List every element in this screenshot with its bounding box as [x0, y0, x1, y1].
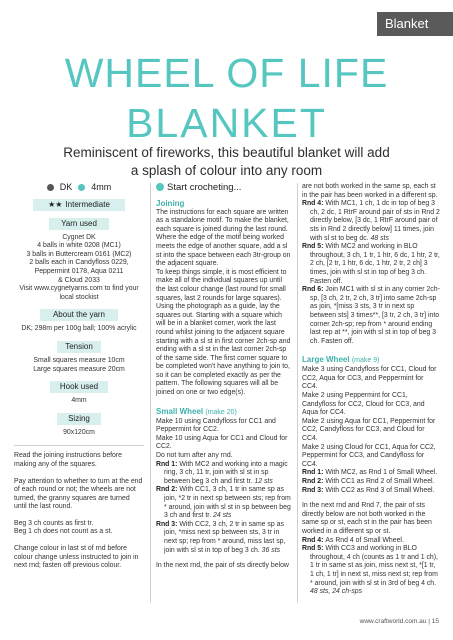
large-wheel-title: Large Wheel (make 9)	[302, 355, 380, 365]
hook-used-text: 4mm	[71, 397, 87, 405]
round-instruction: Rnd 3: With CC2 as Rnd 3 of Small Wheel.	[302, 486, 435, 494]
instructions-column-2	[302, 183, 440, 597]
sidebar-divider	[14, 445, 144, 446]
small-wheel-rounds-cont	[302, 200, 440, 346]
large-wheel-mid: In the next rnd and Rnd 7, the pair of sts directly below are not both worked in the same sp or st, each st in the pair has been worked in a different sp or st.	[302, 502, 432, 535]
level-badge: ★★ Intermediate	[33, 199, 125, 211]
yarn-line: 4 balls in white 0208 (MC1)	[37, 242, 121, 250]
small-wheel-title: Small Wheel (make 20)	[156, 406, 237, 416]
notes-list	[14, 452, 144, 571]
tension-list	[14, 357, 144, 374]
tension-line: Small squares measure 10cm	[33, 356, 125, 364]
section-tab: Blanket	[377, 12, 453, 36]
round-instruction: Rnd 4: With MC1, 1 ch, 1 dc in top of beg 3 ch, 2 dc, 1 RtrF around pair of sts in Rnd 2 directly below, [3 dc, 1 RtrF around pair of sts in Rnd 2 directly below] 11 times, join with sl st to beg dc. 48 sts	[302, 200, 440, 242]
small-wheel-tail: In the next rnd, the pair of sts directly below	[156, 562, 289, 570]
tension-line: Large squares measure 20cm	[33, 365, 125, 373]
round-instruction: Rnd 2: With CC1, 3 ch, 1 tr in same sp as join, *2 tr in next sp between sts; rep from * around, join with sl st in sp between beg 3 ch and first tr. 24 sts	[156, 486, 291, 520]
hook-size: 4mm	[91, 182, 112, 192]
joining-para-1: The instructions for each square are written as a standalone motif. To make the blanket, each square is joined during the last round. Where the edge of the motif being worked meets the edge of another square, add a sl st into the space between each 3tr-group on the adjacent square.	[156, 208, 291, 268]
round-instruction: Rnd 1: With MC2, as Rnd 1 of Small Wheel.	[302, 469, 438, 477]
hook-used-heading: Hook used	[50, 381, 108, 393]
note-paragraph: Change colour in last st of rnd before colour change unless instructed to join in next rnd; fasten off previous colour.	[14, 545, 139, 570]
small-wheel-intro: Make 10 using Candyfloss for CC1 and Peppermint for CC2. Make 10 using Aqua for CC1 and Cloud for CC2. Do not turn after any rnd.	[156, 417, 288, 460]
yarn-weight: DK	[59, 182, 73, 192]
column-divider-1	[150, 183, 151, 603]
title-line-2: BLANKET	[126, 100, 327, 146]
yarn-line: local stockist	[59, 293, 99, 301]
about-yarn-text: DK; 298m per 100g ball; 100% acrylic	[21, 325, 137, 333]
sizing-heading: Sizing	[57, 413, 101, 425]
joining-para-2: To keep things simple, it is most efficient to make all of the individual squares up until the last colour change (last round for small squares, last 2 rounds for large squares). Using the photograph as a guide, lay the squares out. Starting with a square which will be in a blanket corner, work the last round whilst joining to the adjacent square starting with a sl st in first corner 2ch-sp and ending with a sl st in the last corner 2ch-sp of the same side. The first corner square to be completed won't have anything to join to, so it can be completed exactly as per the pattern. The following squares will all be joined on one or two edge(s).	[156, 268, 291, 397]
standfirst-line-1: Reminiscent of fireworks, this beautiful blanket will add	[63, 145, 390, 160]
note-paragraph: Read the joining instructions before making any of the squares.	[14, 452, 123, 468]
title-line-1: WHEEL OF LIFE	[64, 50, 389, 96]
standfirst-line-2: a splash of colour into any room	[130, 163, 323, 178]
note-paragraph: Beg 3 ch counts as first tr. Beg 1 ch does not count as a st.	[14, 519, 113, 536]
large-wheel-rounds	[302, 469, 440, 495]
yarn-line: Visit www.cygnetyarns.com to find your	[19, 285, 139, 293]
round-instruction: Rnd 4: As Rnd 4 of Small Wheel.	[302, 536, 404, 544]
page-number: 15	[431, 618, 439, 625]
yarn-line: 3 balls in Buttercream 0161 (MC2)	[26, 250, 132, 258]
footer-url: www.craftworld.com.au	[359, 618, 427, 625]
round-instruction: Rnd 6: Join MC1 with sl st in any corner 2ch-sp, [3 ch, 2 tr, 2 ch, 3 tr] into same 2ch-sp as join, *[miss 3 sts, 3 tr in next sp between sts] 3 times**, [3 tr, 2 ch, 3 tr] into corner 2ch-sp; rep from * around ending last rep at **, join with sl st in top of beg 3 ch. Fasten off.	[302, 286, 440, 345]
hook-icon	[78, 184, 85, 191]
small-wheel-rounds	[156, 461, 292, 556]
joining-title: Joining	[156, 198, 185, 208]
bullet-icon	[156, 183, 164, 191]
round-instruction: Rnd 3: With CC2, 3 ch, 2 tr in same sp as join, *miss next sp between sts, 3 tr in next sp; rep from * around, miss last sp, join with sl st in top of beg 3 ch. 36 sts	[156, 520, 286, 554]
yarn-line: & Cloud 2033	[58, 276, 100, 284]
yarn-line: Cygnet DK	[62, 233, 96, 241]
weight-hook-row	[14, 183, 144, 192]
large-wheel-rounds-2	[302, 537, 440, 589]
standfirst	[40, 144, 413, 180]
column-divider-2	[297, 183, 298, 603]
tension-heading: Tension	[57, 341, 101, 353]
yarn-line: 2 balls each in Candyfloss 0229,	[29, 259, 129, 267]
round-instruction: Rnd 2: With CC1 as Rnd 2 of Small Wheel.	[302, 478, 435, 485]
stars-icon: ★★	[48, 199, 63, 209]
page-footer: www.craftworld.com.au | 15	[359, 618, 439, 625]
about-yarn-heading: About the yarn	[40, 309, 118, 321]
large-wheel-intro: Make 3 using Candyfloss for CC1, Cloud for CC2, Aqua for CC3, and Peppermint for CC4. Make 2 using Peppermint for CC1, Candyfloss for CC2, Cloud for CC3, and Aqua for CC4. Make 2 using Aqua for CC1, Peppermint for CC2, Candyfloss for CC3, and Cloud for CC4. Make 2 using Cloud for CC1, Aqua for CC2, Peppermint for CC3, and Candyfloss for CC4.	[302, 366, 437, 468]
sidebar-column	[14, 183, 144, 579]
yarn-line: Peppermint 0178, Aqua 0211	[34, 267, 124, 275]
large-wheel-count: 48 sts, 24 ch-sps	[310, 588, 363, 596]
round-instruction: Rnd 5: With MC2 and working in BLO throughout, 3 ch, 1 tr, 1 htr, 6 dc, 1 htr, 2 tr, 2 ch, [2 tr, 1 htr, 6 dc, 1 htr, 2 tr, 2 ch] 3 times, join with sl st in top of beg 3 ch. Fasten off.	[302, 243, 440, 285]
instructions-column-1	[156, 183, 292, 571]
round-instruction: Rnd 1: With MC2 and working into a magic ring, 3 ch, 11 tr, join with sl st in sp between beg 3 ch and first tr. 12 sts	[156, 460, 288, 485]
note-paragraph: Pay attention to whether to turn at the end of each round or not; the wheels are not turned, the granny squares are turned until the last round.	[14, 477, 143, 511]
round-instruction: Rnd 5: With CC3 and working in BLO throughout, 4 ch (counts as 1 tr and 1 ch), 1 tr in same st as join, miss next st, *[1 tr, 1 ch, 1 tr] in next st, miss next st; rep from * around, join with sl st in 3rd of beg 4 ch.	[302, 545, 438, 587]
col3-intro: are not both worked in the same sp, each st in the pair has been worked in a different sp.	[302, 183, 438, 199]
yarn-weight-icon	[47, 184, 54, 191]
start-heading: Start crocheting...	[156, 183, 292, 193]
sizing-text: 90x120cm	[63, 428, 95, 436]
yarn-used-heading: Yarn used	[49, 218, 109, 230]
yarn-list	[14, 234, 144, 303]
